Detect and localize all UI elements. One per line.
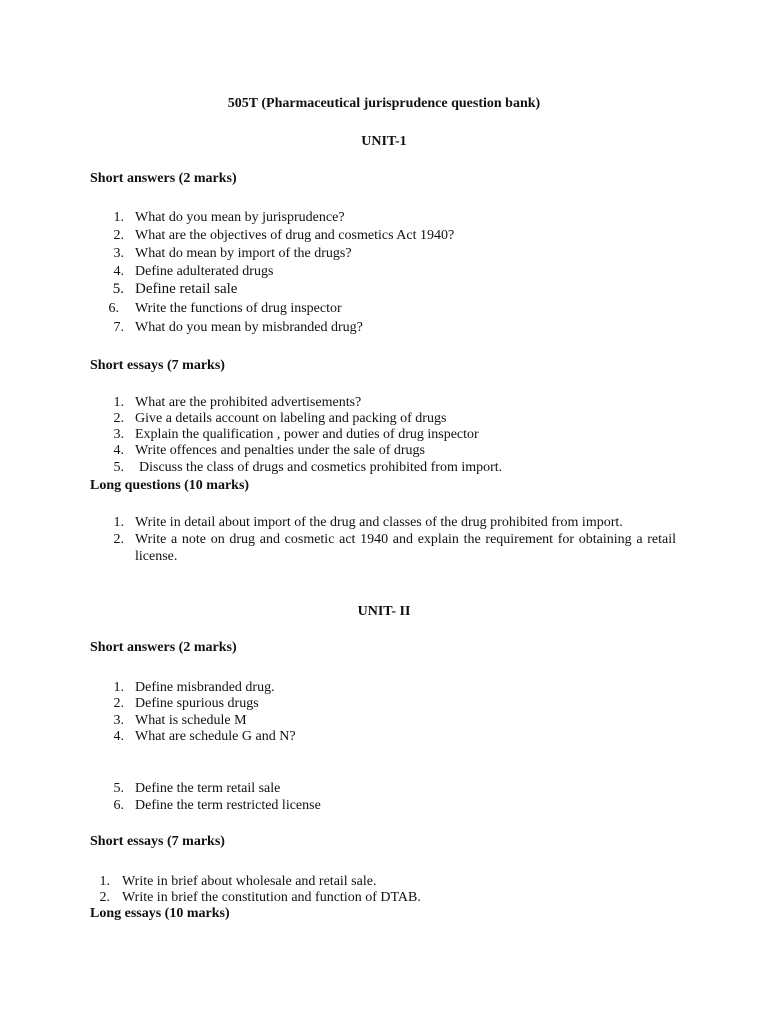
unit-2-short-answers-heading: Short answers (2 marks) — [90, 640, 237, 655]
list-item — [0, 319, 768, 337]
item-text: Explain the qualification , power and duties of drug inspector — [135, 427, 479, 442]
list-item — [0, 531, 768, 567]
item-number: 1. — [99, 874, 110, 889]
list-item — [0, 728, 768, 746]
item-number: 6. — [113, 798, 124, 813]
item-number: 4. — [113, 264, 124, 279]
item-number: 2. — [99, 890, 110, 905]
item-number: 5. — [112, 281, 124, 297]
item-text: What do you mean by jurisprudence? — [135, 210, 345, 225]
item-text: What are the objectives of drug and cosmetics Act 1940? — [135, 228, 455, 243]
item-text: Write the functions of drug inspector — [135, 301, 342, 316]
list-item — [0, 797, 768, 815]
item-text: Give a details account on labeling and packing of drugs — [135, 411, 447, 426]
item-number: 3. — [113, 713, 124, 728]
item-number: 5. — [113, 460, 124, 475]
item-number: 2. — [113, 228, 124, 243]
item-number: 1. — [113, 515, 124, 530]
item-number: 6. — [108, 301, 119, 316]
item-text: Define spurious drugs — [135, 696, 259, 711]
item-text: What do you mean by misbranded drug? — [135, 320, 363, 335]
item-number: 1. — [113, 395, 124, 410]
item-number: 3. — [113, 427, 124, 442]
item-number: 1. — [113, 680, 124, 695]
document-title: 505T (Pharmaceutical jurisprudence question bank) — [227, 96, 541, 111]
item-number: 2. — [113, 696, 124, 711]
item-text: Define adulterated drugs — [135, 264, 274, 279]
item-number: 2. — [113, 532, 124, 547]
item-text: Discuss the class of drugs and cosmetics prohibited from import. — [139, 460, 503, 475]
unit-1-short-essays-heading: Short essays (7 marks) — [90, 358, 225, 373]
list-item — [0, 780, 768, 798]
unit-1-long-questions-heading: Long questions (10 marks) — [90, 478, 250, 493]
list-item — [0, 514, 768, 532]
unit-1-short-answers-heading: Short answers (2 marks) — [90, 171, 237, 186]
unit-2-short-essays-heading: Short essays (7 marks) — [90, 834, 225, 849]
list-item — [0, 209, 768, 227]
list-item — [0, 889, 768, 907]
list-item — [0, 245, 768, 263]
item-text: What are schedule G and N? — [135, 729, 296, 744]
unit-2-long-essays-heading: Long essays (10 marks) — [90, 906, 230, 921]
item-text: Define retail sale — [135, 281, 238, 297]
list-item — [0, 281, 768, 299]
item-number: 7. — [113, 320, 124, 335]
item-text: Define the term retail sale — [135, 781, 281, 796]
item-number: 5. — [113, 781, 124, 796]
item-text: Define misbranded drug. — [135, 680, 275, 695]
item-text: Write offences and penalties under the sale of drugs — [135, 443, 425, 458]
item-text: Write a note on drug and cosmetic act 1940 and explain the requirement for obtaining a retail license. — [135, 532, 676, 564]
list-item — [0, 300, 768, 318]
item-text: What do mean by import of the drugs? — [135, 246, 352, 261]
item-text: Define the term restricted license — [135, 798, 321, 813]
unit-2-heading: UNIT- II — [357, 604, 411, 619]
list-item — [0, 263, 768, 281]
unit-1-heading: UNIT-1 — [361, 134, 407, 149]
list-item — [0, 442, 768, 460]
item-number: 1. — [113, 210, 124, 225]
list-item — [0, 459, 768, 477]
list-item — [0, 227, 768, 245]
item-number: 3. — [113, 246, 124, 261]
item-number: 4. — [113, 443, 124, 458]
item-text: Write in detail about import of the drug and classes of the drug prohibited from import. — [135, 515, 623, 530]
item-number: 2. — [113, 411, 124, 426]
item-text: Write in brief about wholesale and retail sale. — [122, 874, 377, 889]
item-number: 4. — [113, 729, 124, 744]
list-item — [0, 695, 768, 713]
item-text: What is schedule M — [135, 713, 247, 728]
item-text: Write in brief the constitution and function of DTAB. — [122, 890, 421, 905]
item-text: What are the prohibited advertisements? — [135, 395, 362, 410]
